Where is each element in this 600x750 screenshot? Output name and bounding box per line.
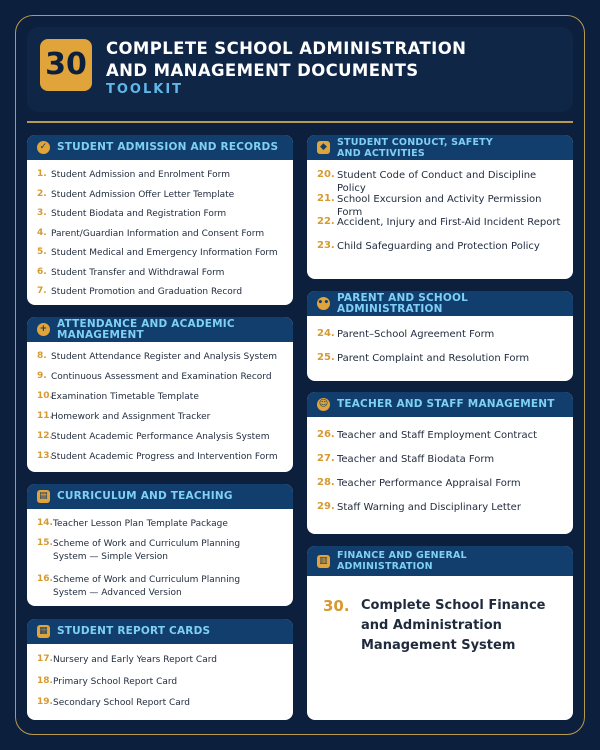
featured-text-line: Complete School Finance bbox=[361, 598, 546, 613]
item-text bbox=[53, 574, 240, 606]
list-item bbox=[317, 429, 563, 453]
list-item bbox=[37, 411, 283, 431]
item-text: Parent–School Agreement Form bbox=[337, 329, 495, 340]
card-title: ATTENDANCE AND ACADEMIC MANAGEMENT bbox=[57, 317, 235, 341]
card-title: PARENT AND SCHOOL ADMINISTRATION bbox=[337, 291, 469, 315]
item-text: Student Academic Performance Analysis System bbox=[51, 432, 270, 442]
item-number: 8. bbox=[37, 351, 47, 361]
item-text: Primary School Report Card bbox=[53, 676, 178, 687]
card-title: STUDENT ADMISSION AND RECORDS bbox=[57, 141, 279, 153]
item-number: 29. bbox=[317, 501, 335, 512]
item-text: Teacher Performance Appraisal Form bbox=[337, 478, 521, 489]
item-number: 1. bbox=[37, 169, 47, 179]
card-title bbox=[337, 550, 467, 572]
item-number: 16. bbox=[37, 574, 53, 584]
card-attendance-academic bbox=[27, 317, 293, 472]
item-text: Student Transfer and Withdrawal Form bbox=[51, 267, 225, 278]
list-item bbox=[37, 431, 283, 451]
bar-chart-icon: ▥ bbox=[317, 555, 330, 568]
card-student-admission bbox=[27, 135, 293, 305]
item-number: 28. bbox=[317, 477, 335, 488]
card-header bbox=[307, 546, 573, 576]
page-title bbox=[106, 38, 466, 82]
list-item bbox=[37, 676, 283, 698]
item-text: Student Attendance Register and Analysis System bbox=[51, 352, 278, 362]
list-item bbox=[37, 654, 283, 676]
book-icon: ▤ bbox=[37, 490, 50, 503]
item-number: 3. bbox=[37, 208, 47, 218]
item-text: Teacher Lesson Plan Template Package bbox=[53, 519, 228, 529]
card-header bbox=[307, 291, 573, 316]
item-number: 19. bbox=[37, 697, 53, 707]
item-number: 26. bbox=[317, 429, 335, 440]
list-item bbox=[37, 208, 283, 228]
item-text: Student Admission and Enrolment Form bbox=[51, 170, 230, 180]
check-circle-icon: ✓ bbox=[37, 141, 50, 154]
item-text: Homework and Assignment Tracker bbox=[51, 412, 211, 422]
item-number: 23. bbox=[317, 239, 335, 251]
featured-text-line: Management System bbox=[361, 638, 516, 653]
featured-item bbox=[323, 596, 545, 656]
list-item bbox=[37, 351, 283, 371]
list-item bbox=[37, 574, 283, 606]
item-text: Student Biodata and Registration Form bbox=[51, 209, 227, 219]
item-number: 6. bbox=[37, 266, 47, 277]
list-item bbox=[317, 453, 563, 477]
card-student-conduct bbox=[307, 135, 573, 279]
item-text: Nursery and Early Years Report Card bbox=[53, 655, 217, 665]
item-text-line: System — Advanced Version bbox=[53, 588, 182, 598]
list-item bbox=[37, 451, 283, 471]
plus-circle-icon: + bbox=[37, 323, 50, 336]
card-title-line: AND ACTIVITIES bbox=[337, 147, 425, 159]
item-text: Examination Timetable Template bbox=[51, 392, 199, 402]
list-item bbox=[37, 228, 283, 248]
card-student-report-cards bbox=[27, 619, 293, 720]
list-item bbox=[317, 501, 563, 525]
item-number: 9. bbox=[37, 371, 47, 381]
item-number: 20. bbox=[317, 169, 335, 180]
item-text: Student Admission Offer Letter Template bbox=[51, 189, 235, 200]
list-item bbox=[37, 518, 283, 538]
list-item bbox=[37, 391, 283, 411]
card-list bbox=[27, 509, 293, 606]
featured-text bbox=[361, 596, 545, 656]
card-finance-administration bbox=[307, 546, 573, 720]
item-text: Student Promotion and Graduation Record bbox=[51, 287, 243, 297]
list-item bbox=[37, 267, 283, 287]
header-divider bbox=[27, 121, 573, 123]
item-text-line: Scheme of Work and Curriculum Planning bbox=[53, 575, 241, 585]
item-text: Accident, Injury and First-Aid Incident Report bbox=[337, 217, 561, 228]
item-text bbox=[53, 538, 240, 574]
item-number: 10. bbox=[37, 391, 53, 401]
card-header bbox=[27, 135, 293, 160]
card-title-line: ADMINISTRATION bbox=[337, 561, 433, 572]
item-number: 15. bbox=[37, 538, 53, 548]
card-list bbox=[27, 160, 293, 305]
item-number: 14. bbox=[37, 518, 53, 528]
item-number: 2. bbox=[37, 188, 47, 199]
card-header bbox=[27, 484, 293, 509]
page-title-line1: COMPLETE SCHOOL ADMINISTRATION bbox=[106, 39, 467, 58]
list-item bbox=[317, 328, 563, 352]
item-number: 25. bbox=[317, 352, 335, 363]
item-number: 24. bbox=[317, 328, 335, 339]
card-list bbox=[27, 644, 293, 719]
teacher-icon: ☺ bbox=[318, 399, 329, 409]
item-text: Student Medical and Emergency Information Form bbox=[51, 248, 278, 258]
shield-icon: ◆ bbox=[317, 141, 330, 154]
list-item bbox=[317, 240, 563, 264]
users-icon: •• bbox=[317, 298, 330, 308]
item-text: Staff Warning and Disciplinary Letter bbox=[337, 502, 521, 513]
list-item bbox=[317, 169, 563, 193]
list-item bbox=[37, 247, 283, 267]
featured-number: 30. bbox=[323, 597, 350, 615]
list-item bbox=[317, 477, 563, 501]
card-title: CURRICULUM AND TEACHING bbox=[57, 490, 233, 502]
list-item bbox=[317, 216, 563, 240]
item-number: 11. bbox=[37, 411, 53, 421]
item-text: Parent/Guardian Information and Consent Form bbox=[51, 228, 265, 239]
report-card-icon: ▦ bbox=[37, 625, 50, 638]
item-number: 7. bbox=[37, 286, 47, 296]
item-number: 13. bbox=[37, 451, 53, 461]
page-subtitle: TOOLKIT bbox=[106, 82, 184, 97]
page-header bbox=[27, 27, 573, 112]
card-curriculum-teaching bbox=[27, 484, 293, 606]
card-title: STUDENT REPORT CARDS bbox=[57, 625, 211, 637]
card-header bbox=[27, 619, 293, 644]
card-list bbox=[307, 160, 573, 263]
count-badge: 30 bbox=[40, 39, 92, 91]
page-title-line2: AND MANAGEMENT DOCUMENTS bbox=[106, 61, 419, 80]
card-header bbox=[27, 317, 293, 342]
item-text: Child Safeguarding and Protection Policy bbox=[337, 240, 540, 252]
list-item bbox=[37, 189, 283, 209]
item-number: 12. bbox=[37, 431, 53, 441]
card-list bbox=[307, 316, 573, 376]
item-number: 5. bbox=[37, 247, 47, 257]
item-number: 4. bbox=[37, 227, 47, 238]
list-item bbox=[317, 352, 563, 376]
item-text: Parent Complaint and Resolution Form bbox=[337, 353, 530, 364]
item-number: 21. bbox=[317, 192, 335, 204]
item-text: Secondary School Report Card bbox=[53, 698, 191, 708]
list-item bbox=[37, 169, 283, 189]
list-item bbox=[37, 286, 283, 305]
item-number: 17. bbox=[37, 654, 53, 664]
card-header bbox=[307, 392, 573, 417]
card-title-line: FINANCE AND GENERAL bbox=[337, 550, 467, 561]
item-text-line: System — Simple Version bbox=[53, 552, 168, 562]
featured-text-line: and Administration bbox=[361, 618, 502, 633]
item-text: Teacher and Staff Biodata Form bbox=[337, 454, 495, 465]
item-text: Teacher and Staff Employment Contract bbox=[337, 430, 537, 441]
card-title: TEACHER AND STAFF MANAGEMENT bbox=[337, 398, 555, 410]
item-number: 27. bbox=[317, 453, 335, 464]
item-number: 22. bbox=[317, 216, 335, 227]
card-list bbox=[27, 342, 293, 471]
item-text: Continuous Assessment and Examination Record bbox=[51, 372, 272, 382]
card-list bbox=[307, 417, 573, 525]
item-text: School Excursion and Activity Permission Form bbox=[337, 193, 542, 218]
list-item bbox=[317, 193, 563, 217]
item-text: Student Code of Conduct and Discipline Policy bbox=[337, 170, 537, 194]
card-teacher-staff bbox=[307, 392, 573, 534]
list-item bbox=[37, 538, 283, 574]
card-title-line: STUDENT CONDUCT, SAFETY bbox=[337, 136, 493, 148]
item-number: 18. bbox=[37, 675, 53, 686]
card-header bbox=[307, 135, 573, 160]
list-item bbox=[37, 697, 283, 719]
item-text: Student Academic Progress and Intervention Form bbox=[51, 452, 278, 462]
card-title bbox=[337, 137, 493, 159]
item-text-line: Scheme of Work and Curriculum Planning bbox=[53, 539, 241, 549]
list-item bbox=[37, 371, 283, 391]
card-parent-administration bbox=[307, 291, 573, 381]
